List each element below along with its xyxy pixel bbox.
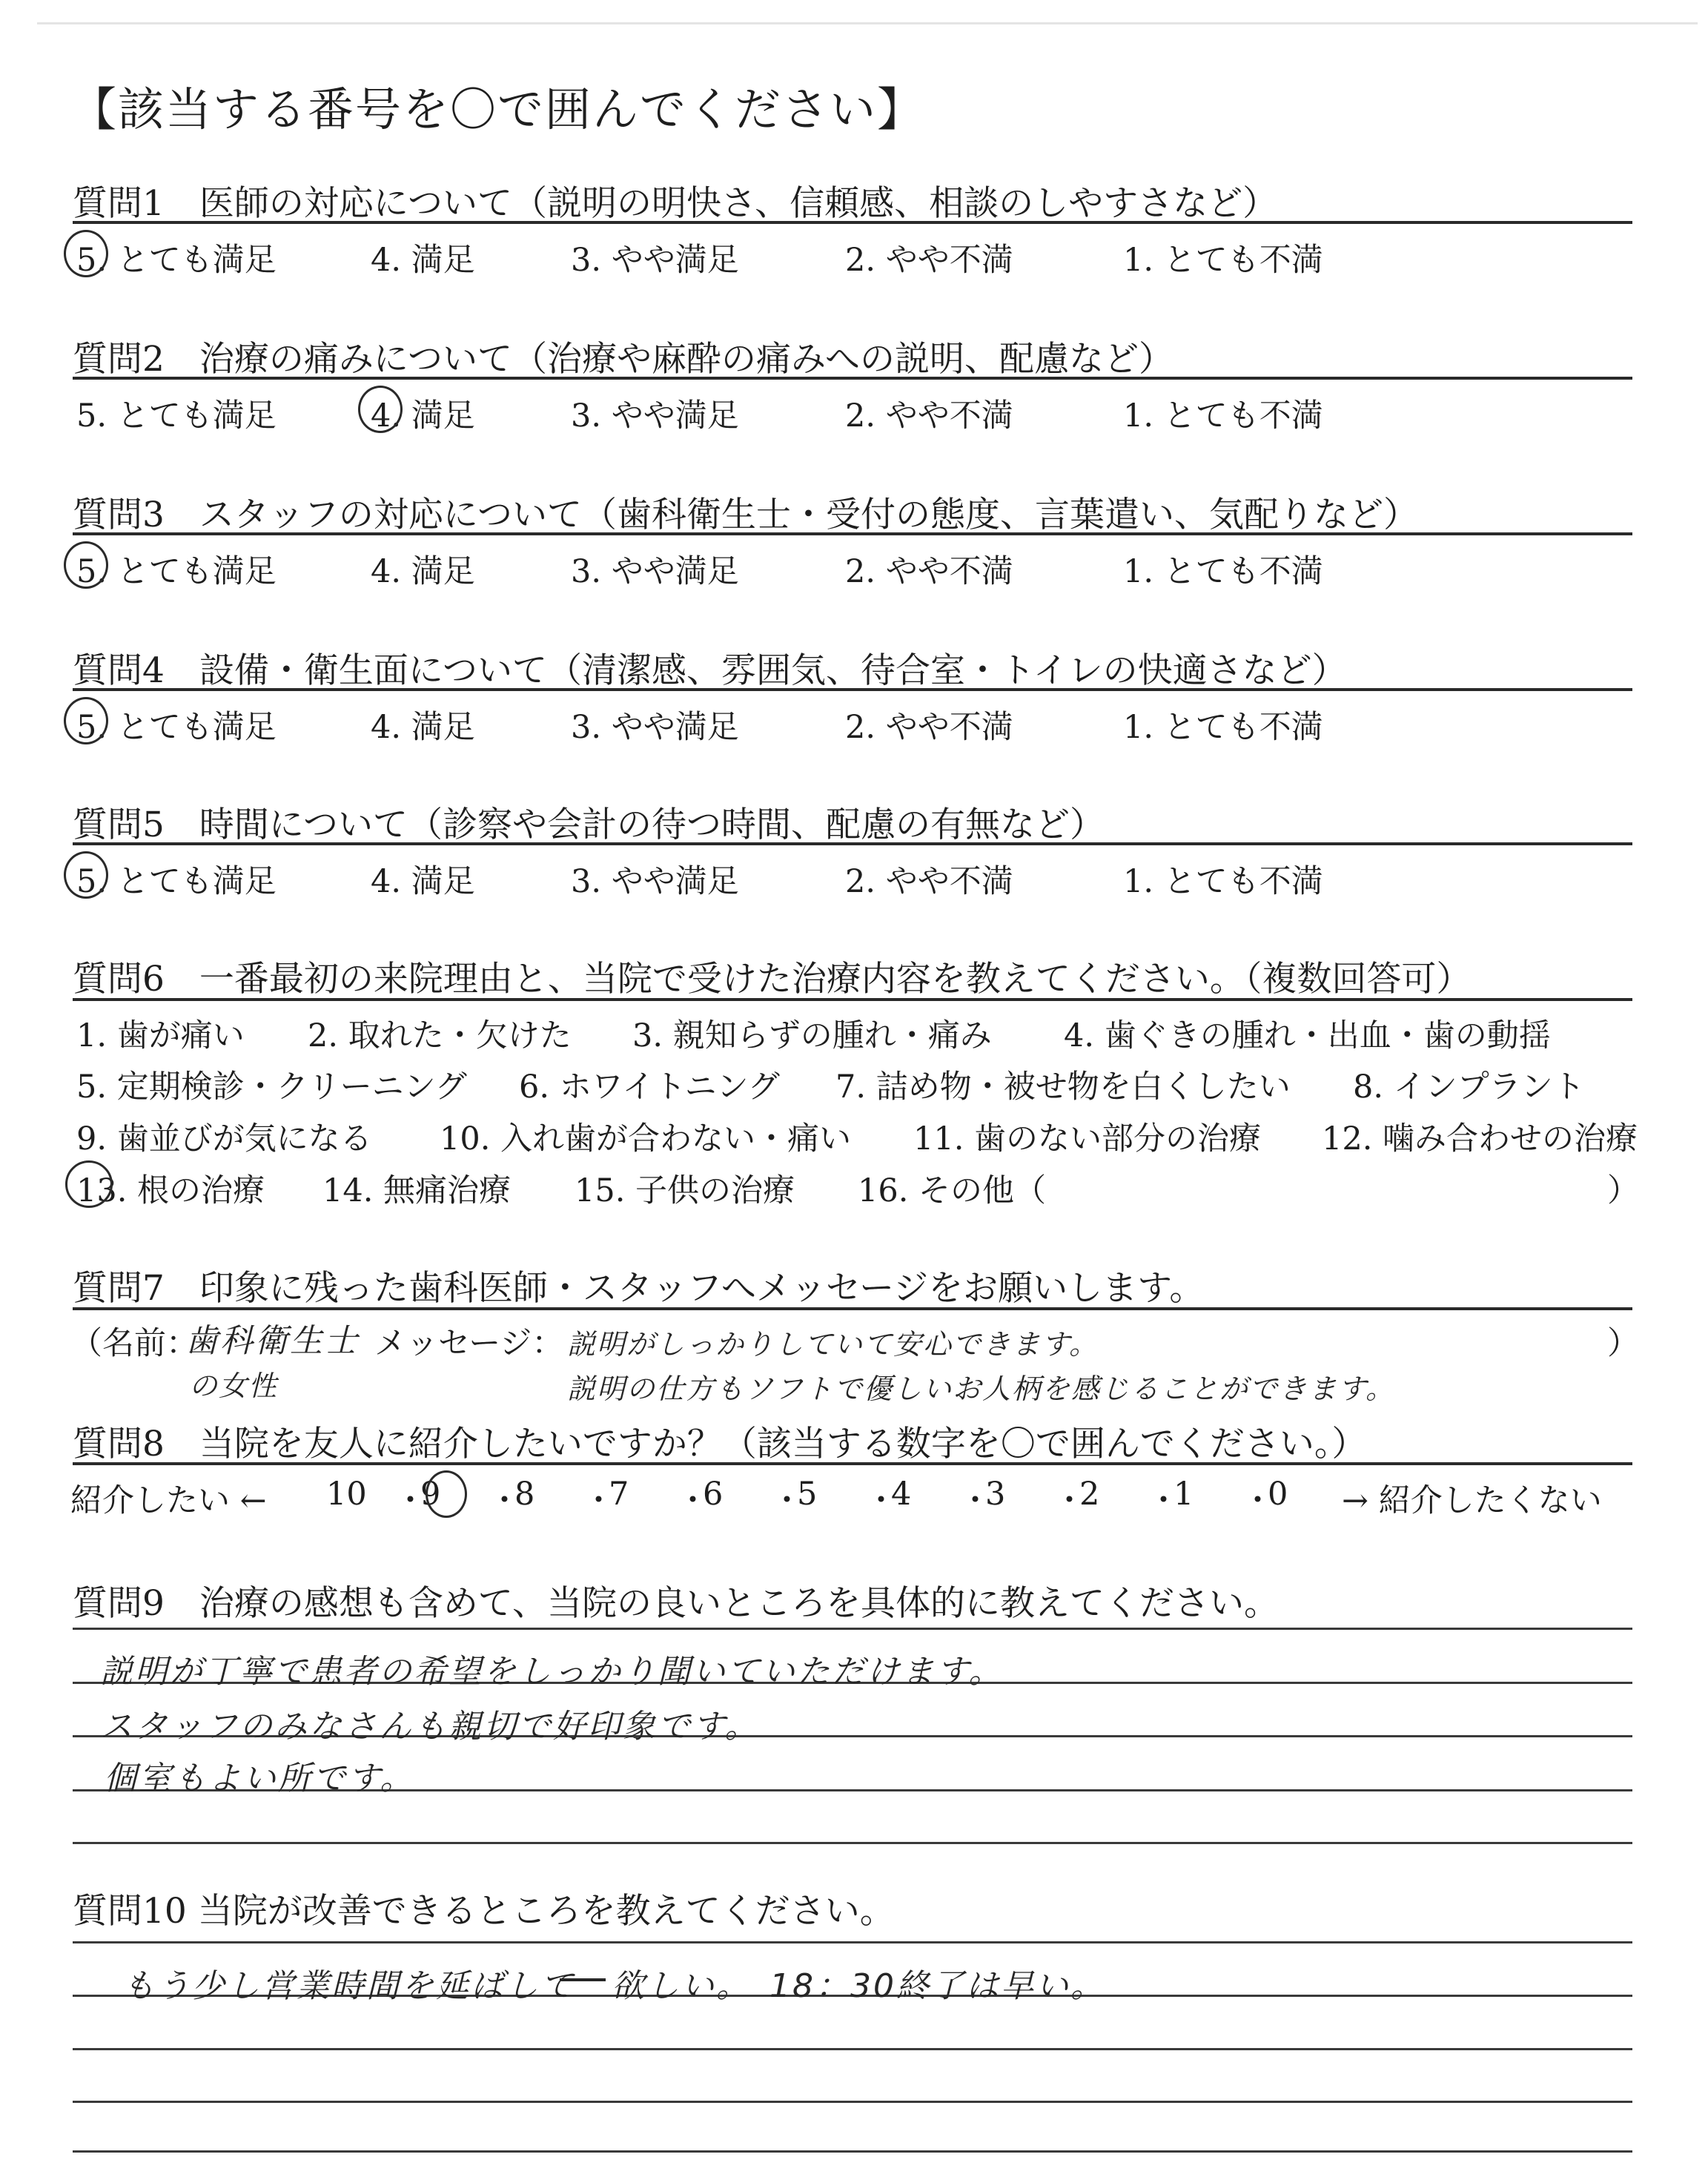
q1-selection-circle: [64, 230, 108, 277]
q8-right-label: → 紹介したくない: [1342, 1482, 1602, 1519]
question-6-title: 質問6 一番最初の来院理由と、当院で受けた治療内容を教えてください。（複数回答可）: [73, 959, 1472, 1000]
q2-option-5[interactable]: 5. とても満足: [76, 397, 277, 435]
q8-scale-4[interactable]: 4: [891, 1476, 912, 1513]
question-1-title: 質問1 医師の対応について（説明の明快さ、信頼感、相談のしやすさなど）: [73, 183, 1278, 224]
q9-answer-line-1: 説明が丁寧で患者の希望をしっかり聞いていただけます。: [100, 1653, 1004, 1691]
q6-option-7[interactable]: 7. 詰め物・被せ物を白くしたい: [835, 1069, 1291, 1106]
question-5-title: 質問5 時間について（診察や会計の待つ時間、配慮の有無など）: [73, 805, 1105, 845]
q8-scale-9[interactable]: 9: [420, 1476, 441, 1513]
q8-scale-separator: ・: [394, 1482, 426, 1519]
q3-option-1[interactable]: 1. とても不満: [1123, 553, 1323, 590]
q6-option-15[interactable]: 15. 子供の治療: [575, 1172, 795, 1209]
q4-option-1[interactable]: 1. とても不満: [1123, 709, 1323, 746]
q8-scale-1[interactable]: 1: [1174, 1476, 1194, 1513]
q3-option-3[interactable]: 3. やや満足: [571, 553, 739, 590]
q3-option-5[interactable]: 5. とても満足: [76, 553, 277, 590]
q8-left-label: 紹介したい ←: [70, 1482, 267, 1519]
q8-scale-10[interactable]: 10: [326, 1476, 367, 1513]
q8-scale-separator: ・: [1053, 1482, 1085, 1519]
q8-scale-8[interactable]: 8: [514, 1476, 535, 1513]
q6-option-4[interactable]: 4. 歯ぐきの腫れ・出血・歯の動揺: [1064, 1017, 1551, 1054]
q8-scale-separator: ・: [489, 1482, 520, 1519]
q8-scale-separator: ・: [1148, 1482, 1179, 1519]
q8-scale-separator: ・: [1242, 1482, 1274, 1519]
q3-selection-circle: [64, 541, 108, 589]
q5-option-3[interactable]: 3. やや満足: [571, 863, 739, 900]
q6-option-5[interactable]: 5. 定期検診・クリーニング: [76, 1069, 467, 1106]
q6-option-8[interactable]: 8. インプラント: [1353, 1069, 1585, 1106]
q9-answer-line-3: 個室もよい所です。: [104, 1760, 415, 1797]
question-8-rule: [73, 1462, 1632, 1465]
question-9-title: 質問9 治療の感想も含めて、当院の良いところを具体的に教えてください。: [73, 1583, 1279, 1624]
q8-scale-6[interactable]: 6: [703, 1476, 724, 1513]
q6-option-14[interactable]: 14. 無痛治療: [322, 1172, 512, 1209]
q8-scale-5[interactable]: 5: [797, 1476, 818, 1513]
q7-message-label: メッセージ：: [374, 1325, 564, 1362]
q3-option-4[interactable]: 4. 満足: [371, 553, 475, 590]
question-6-rule: [73, 998, 1632, 1001]
q9-line-4: [73, 1842, 1632, 1844]
q2-option-2[interactable]: 2. やや不満: [845, 397, 1013, 435]
q6-other-close-paren: ）: [1607, 1172, 1639, 1209]
top-border: [37, 22, 1698, 24]
q8-scale-separator: ・: [865, 1482, 897, 1519]
q6-option-16[interactable]: 16. その他（: [858, 1172, 1047, 1209]
q8-scale-separator: ・: [959, 1482, 991, 1519]
q8-selection-circle: [426, 1470, 467, 1518]
question-4-title: 質問4 設備・衛生面について（清潔感、雰囲気、待合室・トイレの快適さなど）: [73, 650, 1347, 691]
q8-scale-separator: ・: [583, 1482, 615, 1519]
q10-strikethrough: [560, 1978, 606, 1981]
q10-answer-part-2: 欲しい。 18：30終了は早い。: [612, 1967, 1105, 2005]
q7-message-line-2: 説明の仕方もソフトで優しいお人柄を感じることができます。: [567, 1373, 1395, 1405]
q8-scale-separator: ・: [677, 1482, 709, 1519]
q1-option-2[interactable]: 2. やや不満: [845, 242, 1013, 279]
q9-line-0: [73, 1628, 1632, 1630]
q8-scale-3[interactable]: 3: [985, 1476, 1006, 1513]
q2-option-3[interactable]: 3. やや満足: [571, 397, 739, 435]
question-3-title: 質問3 スタッフの対応について（歯科衛生士・受付の態度、言葉遣い、気配りなど）: [73, 495, 1418, 535]
question-2-title: 質問2 治療の痛みについて（治療や麻酔の痛みへの説明、配慮など）: [73, 339, 1174, 380]
q7-name-line-2: の女性: [189, 1370, 279, 1402]
question-7-title: 質問7 印象に残った歯科医師・スタッフへメッセージをお願いします。: [73, 1268, 1205, 1309]
q10-line-3: [73, 2101, 1632, 2103]
q1-option-4[interactable]: 4. 満足: [371, 242, 475, 279]
q4-option-3[interactable]: 3. やや満足: [571, 709, 739, 746]
q6-option-12[interactable]: 12. 噛み合わせの治療: [1322, 1120, 1638, 1157]
question-1-rule: [73, 221, 1632, 224]
q1-option-5[interactable]: 5. とても満足: [76, 242, 277, 279]
q8-scale-2[interactable]: 2: [1079, 1476, 1100, 1513]
q5-option-1[interactable]: 1. とても不満: [1123, 863, 1323, 900]
q7-message-line-1: 説明がしっかりしていて安心できます。: [567, 1328, 1099, 1361]
q8-scale-0[interactable]: 0: [1268, 1476, 1288, 1513]
q6-option-2[interactable]: 2. 取れた・欠けた: [308, 1017, 572, 1054]
q1-option-3[interactable]: 3. やや満足: [571, 242, 739, 279]
question-7-rule: [73, 1307, 1632, 1310]
q10-line-0: [73, 1941, 1632, 1943]
q7-name-label: （名前：: [70, 1325, 198, 1362]
q4-selection-circle: [64, 697, 108, 744]
q6-option-1[interactable]: 1. 歯が痛い: [76, 1017, 245, 1054]
q3-option-2[interactable]: 2. やや不満: [845, 553, 1013, 590]
q2-option-1[interactable]: 1. とても不満: [1123, 397, 1323, 435]
q6-option-9[interactable]: 9. 歯並びが気になる: [76, 1120, 372, 1157]
q4-option-2[interactable]: 2. やや不満: [845, 709, 1013, 746]
q10-line-4: [73, 2150, 1632, 2153]
page-title: 【該当する番号を〇で囲んでください】: [70, 82, 925, 136]
q10-line-2: [73, 2048, 1632, 2050]
question-4-rule: [73, 688, 1632, 691]
question-8-title: 質問8 当院を友人に紹介したいですか？（該当する数字を〇で囲んでください。）: [73, 1424, 1367, 1464]
question-5-rule: [73, 842, 1632, 845]
q1-option-1[interactable]: 1. とても不満: [1123, 242, 1323, 279]
q8-scale-7[interactable]: 7: [609, 1476, 629, 1513]
q4-option-4[interactable]: 4. 満足: [371, 709, 475, 746]
q6-option-6[interactable]: 6. ホワイトニング: [519, 1069, 780, 1106]
q4-option-5[interactable]: 5. とても満足: [76, 709, 277, 746]
q5-option-2[interactable]: 2. やや不満: [845, 863, 1013, 900]
q6-option-13[interactable]: 13. 根の治療: [76, 1172, 265, 1209]
question-10-title: 質問10 当院が改善できるところを教えてください。: [73, 1891, 895, 1932]
q2-option-4[interactable]: 4. 満足: [371, 397, 475, 435]
q5-selection-circle: [64, 851, 108, 899]
q7-name-line-1: 歯科衛生士: [185, 1322, 360, 1360]
question-2-rule: [73, 377, 1632, 380]
q6-option-3[interactable]: 3. 親知らずの腫れ・痛み: [632, 1017, 992, 1054]
q5-option-5[interactable]: 5. とても満足: [76, 863, 277, 900]
q5-option-4[interactable]: 4. 満足: [371, 863, 475, 900]
q10-answer-part-1: もう少し営業時間を延ばして: [122, 1967, 575, 2005]
q7-close-paren: ）: [1607, 1325, 1639, 1362]
q9-answer-line-2: スタッフのみなさんも親切で好印象です。: [100, 1708, 760, 1745]
question-3-rule: [73, 532, 1632, 535]
q2-selection-circle: [358, 386, 403, 433]
q6-option-10[interactable]: 10. 入れ歯が合わない・痛い: [440, 1120, 852, 1157]
q8-scale-separator: ・: [771, 1482, 803, 1519]
q6-selection-circle: [65, 1160, 113, 1208]
q6-option-11[interactable]: 11. 歯のない部分の治療: [913, 1120, 1262, 1157]
